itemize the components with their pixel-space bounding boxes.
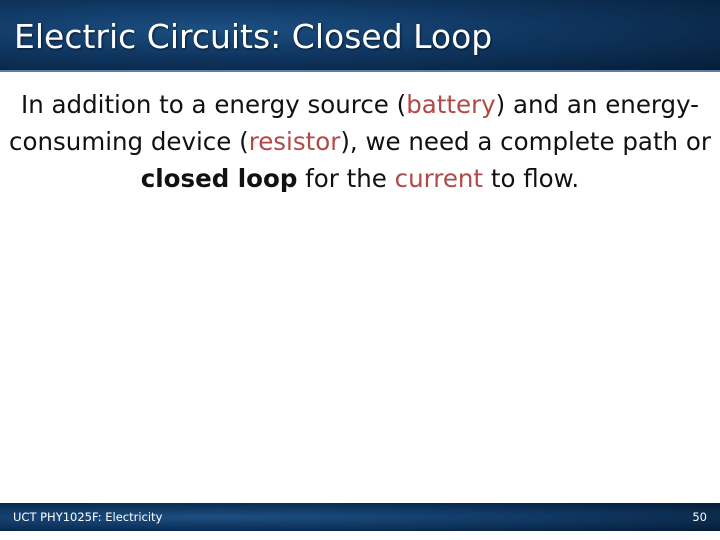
title-bar bbox=[0, 0, 720, 72]
keyword-current: current bbox=[394, 164, 484, 193]
body-text-part-1: In addition to a energy source ( bbox=[20, 90, 407, 119]
keyword-closed-loop: closed loop bbox=[140, 164, 298, 193]
body-text-part-4: for the bbox=[297, 164, 395, 193]
body-paragraph bbox=[6, 86, 714, 197]
body-text-part-2: ) and an energy-consuming device ( bbox=[9, 90, 699, 156]
footer-page-number: 50 bbox=[692, 510, 707, 524]
keyword-battery: battery bbox=[406, 90, 496, 119]
body-text-part-3: ), we need a complete path or bbox=[340, 127, 711, 156]
footer-course-label: UCT PHY1025F: Electricity bbox=[13, 510, 163, 524]
keyword-resistor: resistor bbox=[248, 127, 341, 156]
footer-bar bbox=[0, 503, 720, 531]
body-text-part-5: to flow. bbox=[483, 164, 580, 193]
slide-title: Electric Circuits: Closed Loop bbox=[14, 17, 493, 56]
